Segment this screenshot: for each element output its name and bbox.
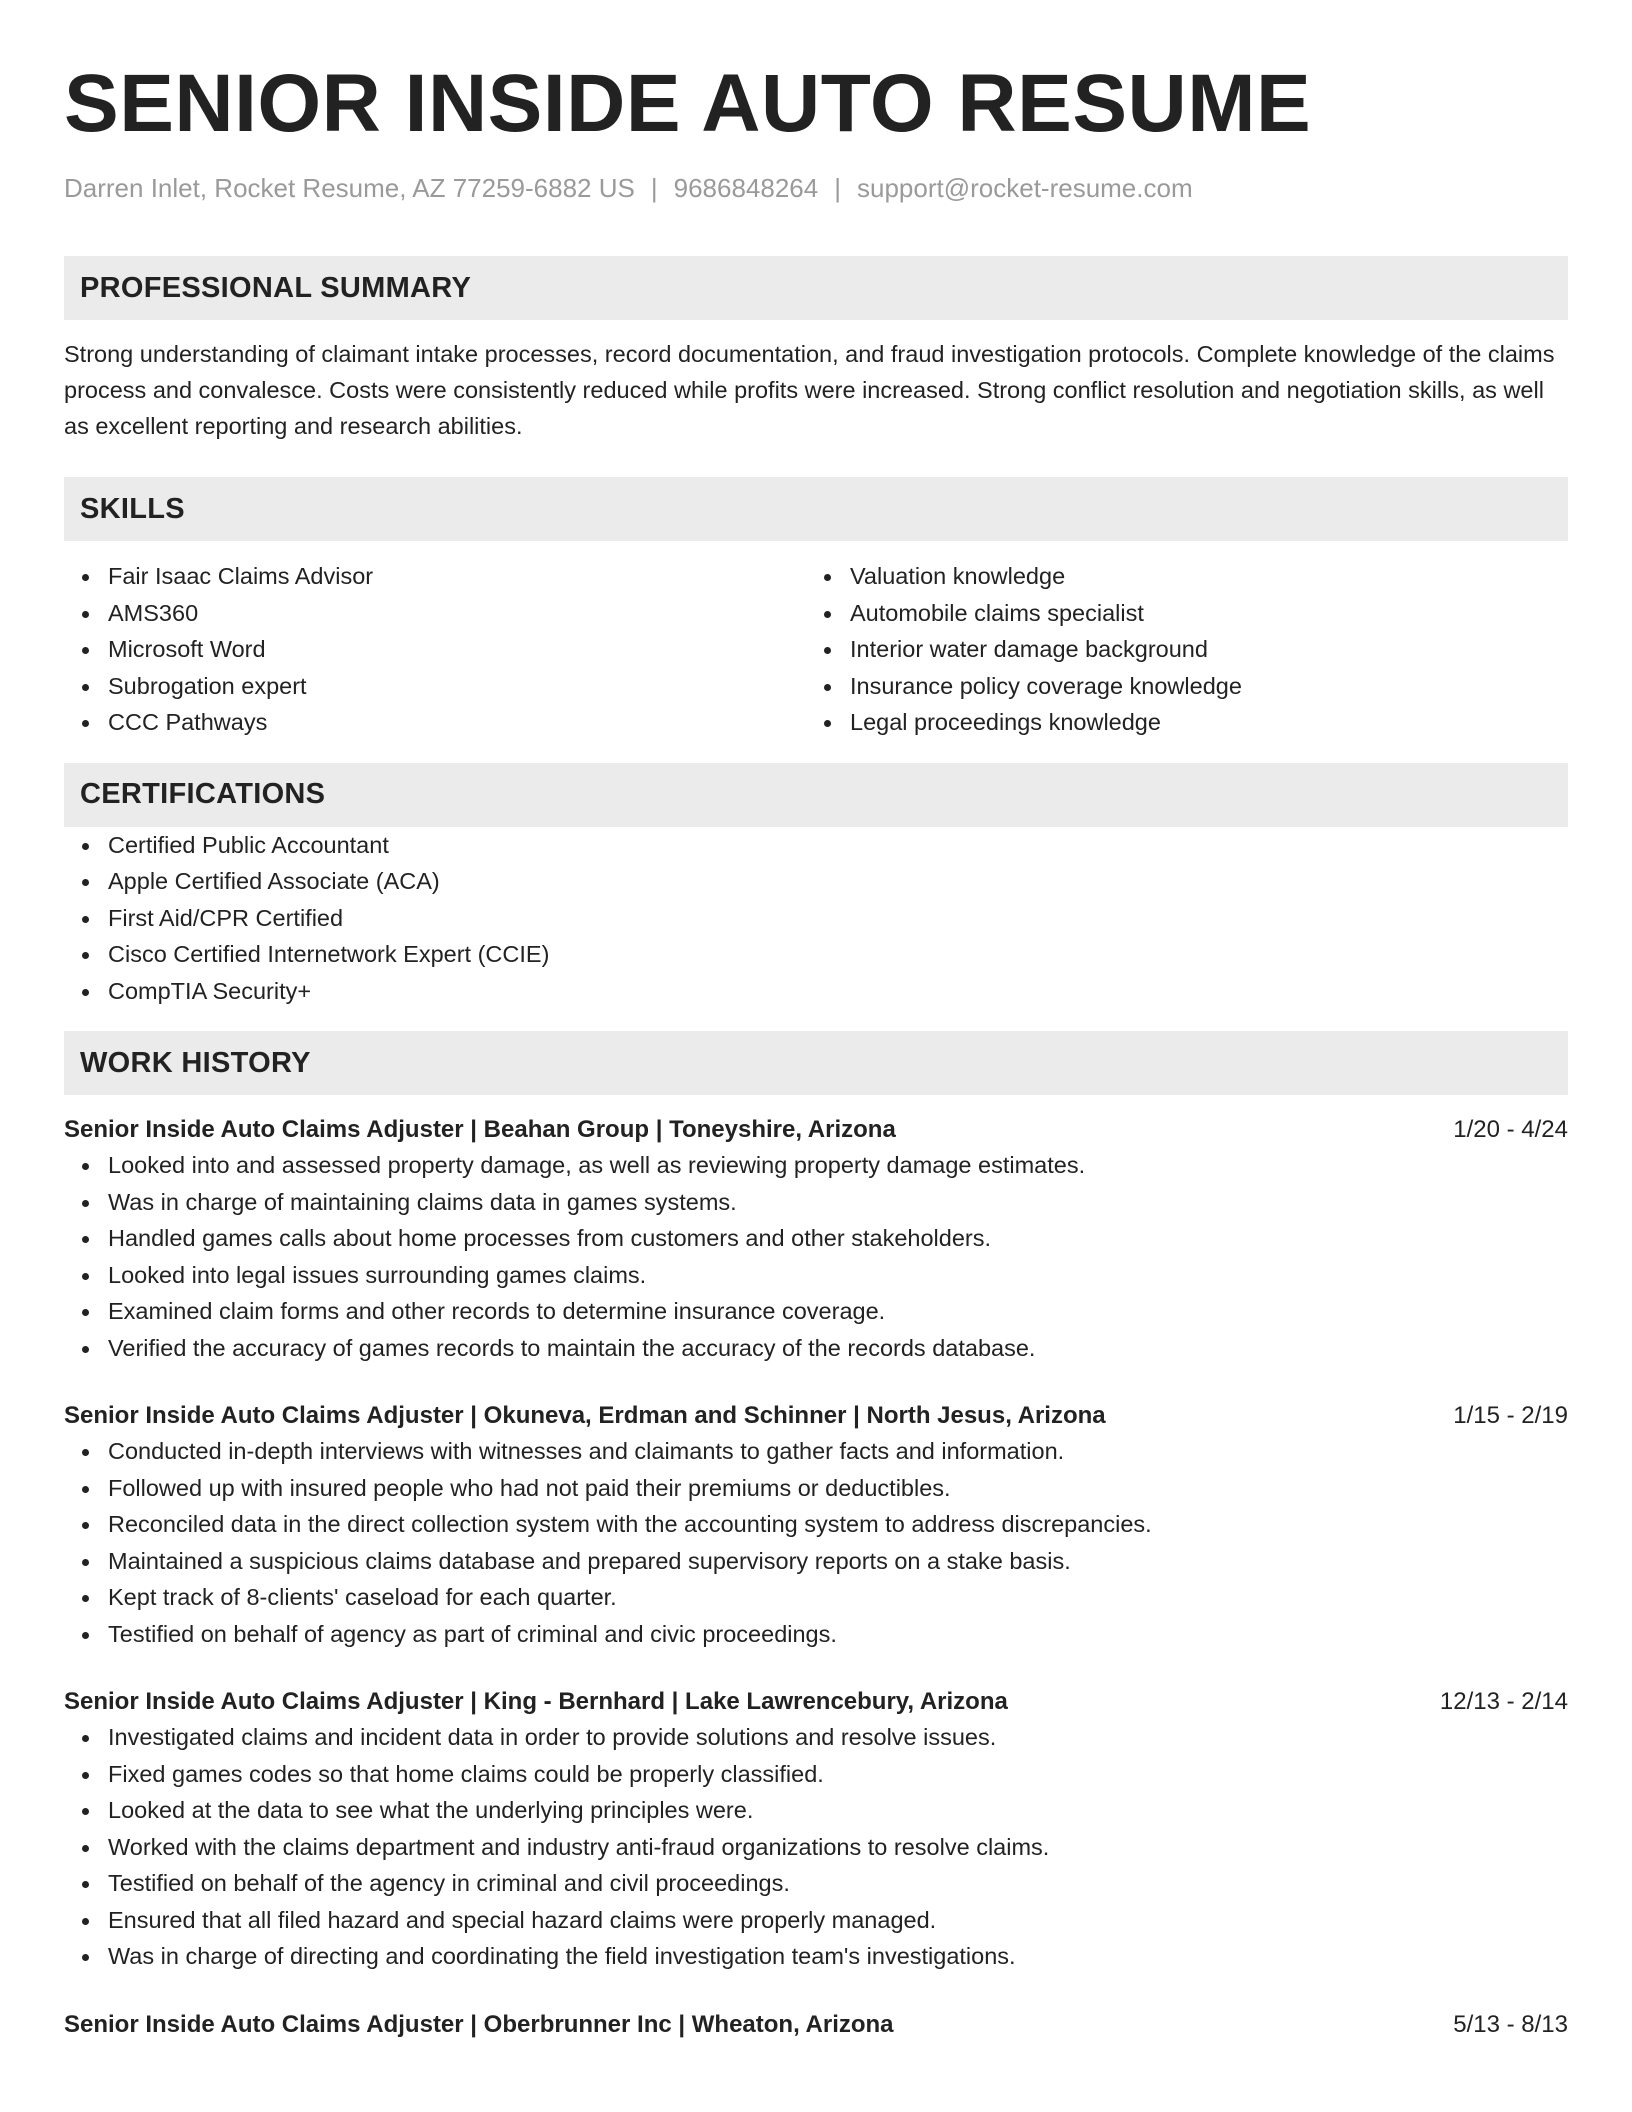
job-bullet: Looked at the data to see what the underlying principles were. [64, 1792, 1568, 1829]
summary-text: Strong understanding of claimant intake processes, record documentation, and fraud investigation protocols. Complete knowledge of the claims process and convalesce. Costs were consistently reduced while profits were increased. Strong conflict resolution and negotiation skills, as well as excellent reporting and research abilities. [64, 341, 1555, 439]
job-title: Senior Inside Auto Claims Adjuster | Okuneva, Erdman and Schinner | North Jesus, Arizona [64, 1402, 1106, 1429]
job-bullet: Ensured that all filed hazard and special hazard claims were properly managed. [64, 1902, 1568, 1939]
certifications-list [64, 827, 1568, 1010]
job-bullet: Testified on behalf of agency as part of criminal and civic proceedings. [64, 1616, 1568, 1653]
certification-item: Certified Public Accountant [64, 827, 1568, 864]
section-header-skills: SKILLS [64, 477, 1568, 541]
contact-email: support@rocket-resume.com [857, 173, 1193, 203]
skills-list-left [64, 558, 806, 741]
skill-item: Insurance policy coverage knowledge [806, 668, 1548, 705]
contact-phone: 9686848264 [673, 173, 819, 203]
skill-item: Automobile claims specialist [806, 595, 1548, 632]
job-bullet: Conducted in-depth interviews with witnesses and claimants to gather facts and information. [64, 1433, 1568, 1470]
job-dates: 1/20 - 4/24 [1453, 1116, 1568, 1143]
job-header [64, 1113, 1568, 1147]
section-header-summary: PROFESSIONAL SUMMARY [64, 256, 1568, 320]
job-bullet: Examined claim forms and other records to determine insurance coverage. [64, 1293, 1568, 1330]
job-bullet: Maintained a suspicious claims database and prepared supervisory reports on a stake basis. [64, 1543, 1568, 1580]
resume-title: SENIOR INSIDE AUTO RESUME [64, 58, 1312, 149]
job-bullet: Testified on behalf of the agency in criminal and civil proceedings. [64, 1865, 1568, 1902]
job-bullet: Fixed games codes so that home claims could be properly classified. [64, 1756, 1568, 1793]
job-entry [64, 2008, 1568, 2042]
job-bullet-list [64, 1147, 1568, 1366]
contact-separator: | [834, 173, 841, 203]
job-dates: 12/13 - 2/14 [1439, 1688, 1568, 1715]
job-entry [64, 1113, 1568, 1366]
job-bullet: Was in charge of directing and coordinating the field investigation team's investigations. [64, 1938, 1568, 1975]
skills-list-right [806, 558, 1548, 741]
section-header-certifications: CERTIFICATIONS [64, 763, 1568, 827]
contact-address: Darren Inlet, Rocket Resume, AZ 77259-6882 US [64, 173, 635, 203]
job-bullet: Handled games calls about home processes from customers and other stakeholders. [64, 1220, 1568, 1257]
job-bullet: Reconciled data in the direct collection system with the accounting system to address discrepancies. [64, 1506, 1568, 1543]
section-header-work-history: WORK HISTORY [64, 1031, 1568, 1095]
skill-item: Subrogation expert [64, 668, 806, 705]
job-bullet-list [64, 1433, 1568, 1652]
job-bullet: Looked into legal issues surrounding games claims. [64, 1257, 1568, 1294]
skill-item: AMS360 [64, 595, 806, 632]
job-bullet-list [64, 1719, 1568, 1975]
certification-item: Cisco Certified Internetwork Expert (CCIE) [64, 936, 1568, 973]
skill-item: Microsoft Word [64, 631, 806, 668]
job-bullet: Looked into and assessed property damage, as well as reviewing property damage estimates. [64, 1147, 1568, 1184]
job-bullet: Followed up with insured people who had not paid their premiums or deductibles. [64, 1470, 1568, 1507]
skill-item: CCC Pathways [64, 704, 806, 741]
job-entry [64, 1685, 1568, 1975]
job-bullet: Verified the accuracy of games records to maintain the accuracy of the records database. [64, 1330, 1568, 1367]
job-entry [64, 1399, 1568, 1652]
job-header [64, 1399, 1568, 1433]
job-title: Senior Inside Auto Claims Adjuster | Oberbrunner Inc | Wheaton, Arizona [64, 2010, 894, 2038]
skill-item: Fair Isaac Claims Advisor [64, 558, 806, 595]
certification-item: Apple Certified Associate (ACA) [64, 863, 1568, 900]
job-dates: 1/15 - 2/19 [1453, 1402, 1568, 1429]
skill-item: Legal proceedings knowledge [806, 704, 1548, 741]
job-bullet: Kept track of 8-clients' caseload for each quarter. [64, 1579, 1568, 1616]
certification-item: CompTIA Security+ [64, 973, 1568, 1010]
job-bullet: Investigated claims and incident data in order to provide solutions and resolve issues. [64, 1719, 1568, 1756]
certification-item: First Aid/CPR Certified [64, 900, 1568, 937]
job-header [64, 1685, 1568, 1719]
job-title: Senior Inside Auto Claims Adjuster | Beahan Group | Toneyshire, Arizona [64, 1116, 896, 1143]
job-bullet: Was in charge of maintaining claims data in games systems. [64, 1184, 1568, 1221]
job-bullet: Worked with the claims department and industry anti-fraud organizations to resolve claims. [64, 1829, 1568, 1866]
job-dates: 5/13 - 8/13 [1453, 2010, 1568, 2038]
contact-line [64, 172, 1568, 204]
job-title: Senior Inside Auto Claims Adjuster | King - Bernhard | Lake Lawrencebury, Arizona [64, 1688, 1008, 1715]
skills-grid [64, 558, 1568, 741]
job-header [64, 2008, 1568, 2042]
contact-separator: | [650, 173, 658, 203]
skill-item: Valuation knowledge [806, 558, 1548, 595]
skill-item: Interior water damage background [806, 631, 1548, 668]
